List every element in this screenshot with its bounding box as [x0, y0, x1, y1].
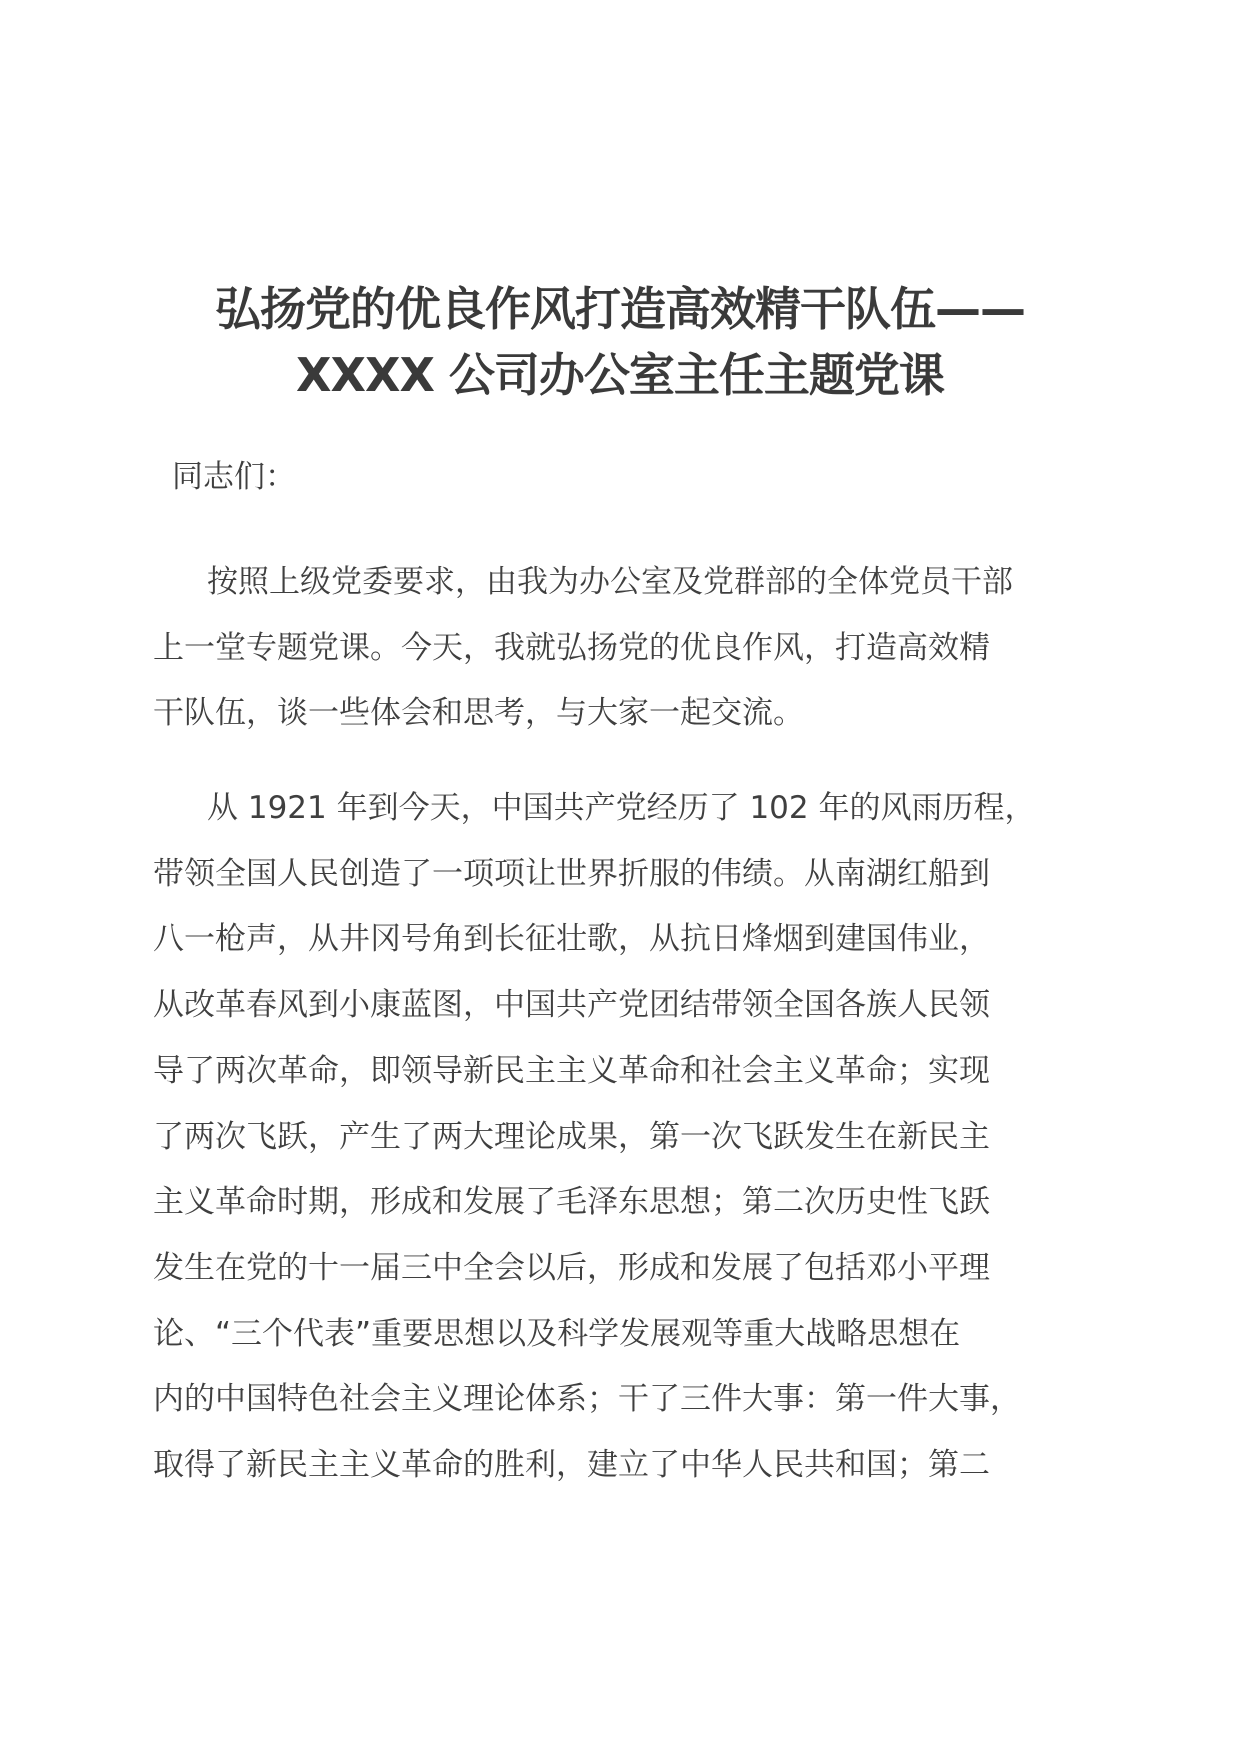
- title-line: 弘扬党的优良作风打造高效精干队伍——: [215, 282, 1025, 336]
- document-title: [150, 276, 1090, 408]
- paragraph-line: 论、“三个代表”重要思想以及科学发展观等重大战略思想在: [153, 1315, 961, 1352]
- paragraph-line: 干队伍，谈一些体会和思考，与大家一起交流。: [153, 695, 804, 732]
- body-paragraph: [153, 550, 1093, 747]
- paragraph-line: 八一枪声，从井冈号角到长征壮歌，从抗日烽烟到建国伟业，: [153, 921, 990, 958]
- paragraph-line: 上一堂专题党课。今天，我就弘扬党的优良作风，打造高效精: [153, 629, 990, 666]
- title-line: XXXX 公司办公室主任主题党课: [296, 348, 944, 402]
- body-paragraph: [153, 776, 1093, 1499]
- paragraph-line: 内的中国特色社会主义理论体系；干了三件大事：第一件大事，: [153, 1381, 1021, 1418]
- paragraph-line: 从改革春风到小康蓝图，中国共产党团结带领全国各族人民领: [153, 987, 990, 1024]
- paragraph-line: 按照上级党委要求，由我为办公室及党群部的全体党员干部: [207, 564, 1013, 600]
- paragraph-line: 发生在党的十一届三中全会以后，形成和发展了包括邓小平理: [153, 1249, 990, 1286]
- paragraph-line: 了两次飞跃，产生了两大理论成果，第一次飞跃发生在新民主: [153, 1118, 990, 1155]
- greeting: 同志们：: [172, 459, 296, 495]
- paragraph-line: 带领全国人民创造了一项项让世界折服的伟绩。从南湖红船到: [153, 855, 990, 892]
- paragraph-line: 取得了新民主主义革命的胜利，建立了中华人民共和国；第二: [153, 1447, 990, 1484]
- paragraph-line: 导了两次革命，即领导新民主主义革命和社会主义革命；实现: [153, 1052, 990, 1089]
- paragraph-line: 主义革命时期，形成和发展了毛泽东思想；第二次历史性飞跃: [153, 1184, 990, 1221]
- paragraph-line: 从 1921 年到今天，中国共产党经历了 102 年的风雨历程，: [207, 790, 1036, 826]
